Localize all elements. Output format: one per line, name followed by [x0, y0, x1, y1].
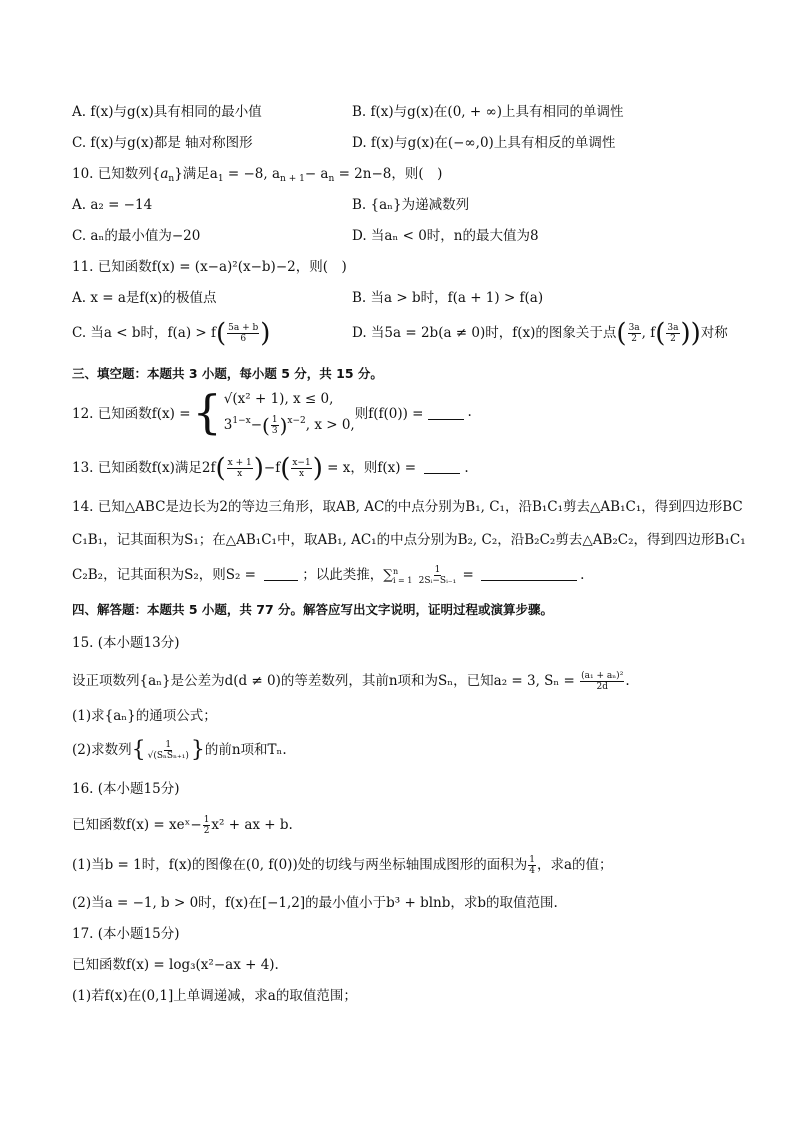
q16-stem-prefix: 已知函数f(x) = xeˣ−: [72, 817, 202, 833]
q14-answer-blank-1[interactable]: [264, 566, 298, 581]
q14-line3-prefix: C₂B₂，记其面积为S₂，则S₂ =: [72, 567, 256, 583]
q10-option-a: A. a₂ = −14: [72, 197, 153, 213]
q11-d-mid: , f: [641, 325, 656, 341]
q14-line-3: [72, 565, 584, 586]
q13-fraction-1: $\frac{x + 1}{x}$: [227, 458, 252, 479]
q14-answer-blank-2[interactable]: [481, 566, 577, 581]
q10-stem-suffix: }满足a: [174, 166, 218, 182]
q14-end: .: [580, 567, 585, 583]
q16-part-2: (2)当a = −1, b > 0时，f(x)在[−1,2]的最小值小于b³ + blnb，求b的取值范围.: [72, 895, 558, 911]
q15-stem-prefix: 设正项数列{aₙ}是公差为d(d ≠ 0)的等差数列，其前n项和为Sₙ，已知a₂ = 3, Sₙ =: [72, 673, 575, 689]
q11-c-fraction: $\frac{5a + b}{6}$: [228, 323, 259, 344]
q13-end: .: [464, 460, 469, 476]
q11-d-fraction-1: $\frac{3a}{2}$: [628, 323, 640, 344]
q16-part-1: [72, 855, 613, 876]
q15-p2-fraction: $\frac{1}{\text{√(SₙSₙ₊₁)}}$: [147, 740, 189, 761]
q13-suffix: = x，则f(x) =: [327, 460, 417, 476]
q9-option-c: C. f(x)与g(x)都是 轴对称图形: [72, 135, 253, 151]
q11-d-suffix: 对称: [700, 325, 728, 341]
q14-line-2: C₁B₁，记其面积为S₁；在△AB₁C₁中，取AB₁, AC₁的中点分别为B₂, C₂，沿B₂C₂剪去△AB₂C₂，得到四边形B₁C₁: [72, 532, 746, 548]
q14-line-1: 14. 已知△ABC是边长为2的等边三角形，取AB, AC的中点分别为B₁, C₁，沿B₁C₁剪去△AB₁C₁，得到四边形BC: [72, 499, 743, 515]
q10-option-b: B. {aₙ}为递减数列: [352, 197, 470, 213]
q11-option-d: D. 当5a = 2b(a ≠ 0)时，f(x)的图象关于点( $\frac{3a}{2}$ , f( $\frac{3a}{2}$ ))对称: [352, 318, 728, 349]
q13-prefix: 13. 已知函数f(x)满足2f: [72, 460, 216, 476]
q11-d-prefix: D. 当5a = 2b(a ≠ 0)时，f(x)的图象关于点: [352, 325, 617, 341]
q12-case-2: $3^{1-x}-$( $\frac{1}{3}$ )$^{x-2}$, x > 0,: [223, 413, 355, 438]
q9-option-a: A. f(x)与g(x)具有相同的最小值: [72, 104, 262, 120]
q15-title: 15. (本小题13分): [72, 635, 180, 651]
q17-part-1: (1)若f(x)在(0,1]上单调递减，求a的取值范围；: [72, 988, 357, 1004]
q10-option-c: C. aₙ的最小值为−20: [72, 228, 201, 244]
q12-end: .: [467, 404, 472, 420]
q10-option-d: D. 当aₙ < 0时，n的最大值为8: [352, 228, 539, 244]
q10-stem-prefix: 10. 已知数列{: [72, 166, 161, 182]
q11-option-c: C. 当a < b时，f(a) > f( $\frac{5a + b}{6}$ ): [72, 318, 271, 349]
q15-stem: [72, 671, 630, 692]
q11-c-prefix: C. 当a < b时，f(a) > f: [72, 325, 216, 341]
q16-p1-prefix: (1)当b = 1时，f(x)的图像在(0, f(0))处的切线与两坐标轴围成图形的面积为: [72, 857, 528, 873]
q16-p1-fraction: $\frac{1}{4}$: [529, 855, 535, 876]
q15-stem-end: .: [625, 673, 630, 689]
q9-option-b: B. f(x)与g(x)在(0, + ∞)上具有相同的单调性: [352, 104, 624, 120]
q16-p1-suffix: ，求a的值；: [536, 857, 613, 873]
q15-part-2: (2)求数列{ $\frac{1}{\text{√(SₙSₙ₊₁)}}$ }的前n项和Tₙ.: [72, 737, 287, 763]
q13-mid: −f: [263, 460, 281, 476]
q14-line3-mid: ；以此类推，∑: [302, 567, 393, 583]
q17-title: 17. (本小题15分): [72, 926, 180, 942]
q15-p2-suffix: 的前n项和Tₙ.: [204, 742, 287, 758]
q13-line: 13. 已知函数f(x)满足2f( $\frac{x + 1}{x}$ )−f( $\frac{x-1}{x}$ ) = x，则f(x) = .: [72, 453, 469, 484]
q15-part-1: (1)求{aₙ}的通项公式；: [72, 708, 217, 724]
q15-sn-fraction: $\frac{\text{(a₁ + aₙ)²}}{2d}$: [581, 671, 624, 692]
q10-stem-eq2: − a: [304, 166, 329, 182]
q11-stem: 11. 已知函数f(x) = (x−a)²(x−b)−2，则( ): [72, 259, 347, 275]
q11-option-b: B. 当a > b时，f(a + 1) > f(a): [352, 290, 544, 306]
q14-sum-limits: n i = 1: [392, 566, 413, 585]
q10-stem-eq: = −8, a: [227, 166, 281, 182]
q12-answer-blank[interactable]: [428, 405, 464, 420]
q9-option-d: D. f(x)与g(x)在(−∞,0)上具有相反的单调性: [352, 135, 616, 151]
q12-suffix: 则f(f(0)) =: [354, 406, 424, 422]
q10-stem: 10. 已知数列$\{a_n\}$满足$a_1 = -8$, $a_{n + 1}- a_n = 2n-8$，则( ): [72, 166, 443, 184]
section-4-heading: 四、解答题：本题共 5 小题，共 77 分。解答应写出文字说明，证明过程或演算步骤。: [72, 602, 554, 617]
q16-title: 16. (本小题15分): [72, 781, 180, 797]
q12-line: 12. 已知函数f(x) = { √(x² + 1), x ≤ 0, $3^{1-x}-$( $\frac{1}{3}$ )$^{x-2}$, x > 0, 则f(f(0)) = .: [72, 385, 472, 439]
section-3-heading: 三、填空题：本题共 3 小题，每小题 5 分，共 15 分。: [72, 366, 383, 381]
q14-line3-eq: =: [462, 567, 474, 583]
q17-stem: 已知函数f(x) = log₃(x²−ax + 4).: [72, 957, 279, 973]
q11-option-a: A. x = a是f(x)的极值点: [72, 290, 217, 306]
q13-fraction-2: $\frac{x-1}{x}$: [292, 458, 311, 479]
q16-stem-suffix: x² + ax + b.: [211, 817, 293, 833]
q10-stem-tail: = 2n−8，则( ): [338, 166, 443, 182]
q12-prefix: 12. 已知函数f(x) =: [72, 406, 191, 422]
q16-stem: [72, 815, 293, 836]
q15-p2-prefix: (2)求数列: [72, 742, 132, 758]
q14-sum-fraction: $\frac{1}{\text{2Sᵢ−Sᵢ₋₁}}$: [418, 565, 457, 586]
q13-answer-blank[interactable]: [424, 459, 460, 474]
q12-cases: [224, 388, 355, 437]
q16-half-fraction: $\frac{1}{2}$: [203, 815, 210, 836]
q12-case-1: √(x² + 1), x ≤ 0,: [223, 390, 334, 407]
q11-d-fraction-2: $\frac{3a}{2}$: [667, 323, 679, 344]
